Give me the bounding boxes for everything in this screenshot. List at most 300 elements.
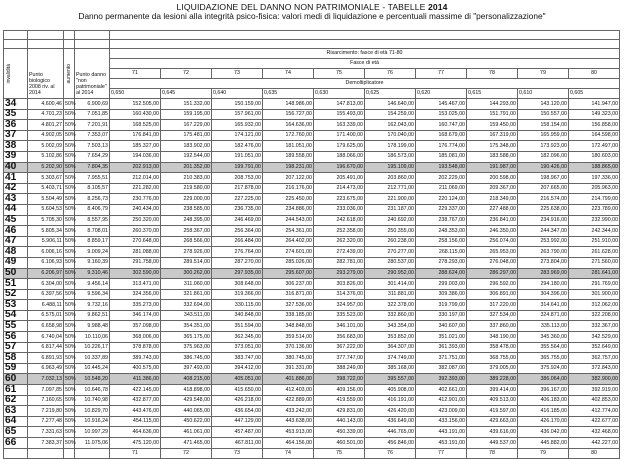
col-header-punto-biologico: Punto biologico 2008 riv. al 2014 xyxy=(28,49,64,99)
table-row xyxy=(4,332,620,343)
value-cell: 174.121,00 xyxy=(212,130,263,141)
value-cell: 182.476,00 xyxy=(212,141,263,152)
punto-biologico-cell: 5.102,86 xyxy=(28,151,64,162)
footer-age-cell: 80 xyxy=(569,448,620,458)
invalidity-cell: 62 xyxy=(4,395,28,406)
value-cell: 192.544,00 xyxy=(161,151,212,162)
value-cell: 221.282,00 xyxy=(110,183,161,194)
value-cell: 449.537,00 xyxy=(467,438,518,449)
punto-biologico-cell: 5.705,30 xyxy=(28,215,64,226)
value-cell: 181.051,00 xyxy=(263,141,314,152)
value-cell: 164.636,00 xyxy=(263,120,314,131)
invalidity-cell: 55 xyxy=(4,321,28,332)
punto-biologico-cell: 5.906,11 xyxy=(28,236,64,247)
value-cell: 412.901,00 xyxy=(416,395,467,406)
invalidity-cell: 58 xyxy=(4,353,28,364)
value-cell: 168.525,00 xyxy=(110,120,161,131)
footer-age-cell: 73 xyxy=(212,448,263,458)
punto-danno-cell: 7.654,29 xyxy=(75,151,110,162)
value-cell: 151.332,00 xyxy=(161,99,212,110)
value-cell: 250.355,00 xyxy=(365,226,416,237)
table-row xyxy=(4,438,620,449)
value-cell: 364.307,00 xyxy=(365,342,416,353)
punto-danno-cell: 10.740,98 xyxy=(75,395,110,406)
col-header-invalidita: invalidità xyxy=(4,49,28,99)
value-cell: 308.648,00 xyxy=(212,279,263,290)
table-row xyxy=(4,300,620,311)
aumento-cell: 50% xyxy=(64,363,75,374)
value-cell: 198.231,00 xyxy=(263,162,314,173)
punto-biologico-cell: 4.801,27 xyxy=(28,120,64,131)
value-cell: 264.402,00 xyxy=(263,236,314,247)
value-cell: 301.414,00 xyxy=(365,279,416,290)
punto-danno-cell: 10.646,78 xyxy=(75,385,110,396)
value-cell: 141.947,00 xyxy=(569,99,620,110)
value-cell: 179.625,00 xyxy=(314,141,365,152)
value-cell: 389.743,00 xyxy=(110,353,161,364)
value-cell: 294.180,00 xyxy=(518,279,569,290)
value-cell: 225.638,00 xyxy=(518,204,569,215)
table-row xyxy=(4,99,620,110)
table-body xyxy=(4,31,620,459)
invalidity-cell: 63 xyxy=(4,406,28,417)
punto-danno-cell: 7.201,91 xyxy=(75,120,110,131)
punto-biologico-cell: 7.383,37 xyxy=(28,438,64,449)
value-cell: 409.156,00 xyxy=(314,385,365,396)
aumento-cell: 50% xyxy=(64,342,75,353)
value-cell: 361.393,00 xyxy=(416,342,467,353)
value-cell: 383.747,00 xyxy=(212,353,263,364)
value-cell: 399.414,00 xyxy=(467,385,518,396)
punto-danno-cell: 10.226,17 xyxy=(75,342,110,353)
punto-danno-cell: 10.916,24 xyxy=(75,416,110,427)
value-cell: 248.395,00 xyxy=(161,215,212,226)
value-cell: 362.345,00 xyxy=(212,332,263,343)
value-cell: 296.592,00 xyxy=(467,279,518,290)
value-cell: 252.358,00 xyxy=(314,226,365,237)
punto-biologico-cell: 6.740,04 xyxy=(28,332,64,343)
value-cell: 248.353,00 xyxy=(416,226,467,237)
aumento-cell: 50% xyxy=(64,332,75,343)
value-cell: 419.597,00 xyxy=(467,406,518,417)
value-cell: 189.558,00 xyxy=(263,151,314,162)
value-cell: 348.848,00 xyxy=(263,321,314,332)
value-cell: 306.237,00 xyxy=(263,279,314,290)
value-cell: 447.129,00 xyxy=(212,416,263,427)
aumento-cell: 50% xyxy=(64,374,75,385)
value-cell: 426.170,00 xyxy=(518,416,569,427)
value-cell: 159.450,00 xyxy=(467,120,518,131)
age-header-cell: 73 xyxy=(212,69,263,79)
value-cell: 211.069,00 xyxy=(416,183,467,194)
value-cell: 338.185,00 xyxy=(263,310,314,321)
value-cell: 251.910,00 xyxy=(569,236,620,247)
value-cell: 205.963,00 xyxy=(569,183,620,194)
value-cell: 297.935,00 xyxy=(212,268,263,279)
value-cell: 398.722,00 xyxy=(314,374,365,385)
value-cell: 422.145,00 xyxy=(110,385,161,396)
value-cell: 289.514,00 xyxy=(161,257,212,268)
aumento-cell: 50% xyxy=(64,173,75,184)
value-cell: 302.590,00 xyxy=(110,268,161,279)
value-cell: 397.493,00 xyxy=(161,363,212,374)
value-cell: 357.098,00 xyxy=(110,321,161,332)
value-cell: 219.580,00 xyxy=(161,183,212,194)
value-cell: 233.036,00 xyxy=(314,204,365,215)
value-cell: 281.088,00 xyxy=(110,247,161,258)
value-cell: 416.185,00 xyxy=(518,406,569,417)
value-cell: 280.537,00 xyxy=(365,257,416,268)
aumento-cell: 50% xyxy=(64,427,75,438)
value-cell: 190.426,00 xyxy=(518,162,569,173)
value-cell: 278.293,00 xyxy=(416,257,467,268)
value-cell: 170.040,00 xyxy=(365,130,416,141)
punto-danno-cell: 9.732,16 xyxy=(75,300,110,311)
value-cell: 180.603,00 xyxy=(569,151,620,162)
value-cell: 191.051,00 xyxy=(212,151,263,162)
value-cell: 173.923,00 xyxy=(518,141,569,152)
punto-danno-cell: 10.829,70 xyxy=(75,406,110,417)
punto-biologico-cell: 4.701,23 xyxy=(28,109,64,120)
punto-danno-cell: 10.548,20 xyxy=(75,374,110,385)
coefficient-cell: 0,630 xyxy=(314,89,365,99)
value-cell: 306.891,00 xyxy=(467,289,518,300)
value-cell: 402.853,00 xyxy=(569,395,620,406)
value-cell: 176.841,00 xyxy=(110,130,161,141)
value-cell: 365.175,00 xyxy=(161,332,212,343)
value-cell: 446.765,00 xyxy=(365,427,416,438)
value-cell: 429.831,00 xyxy=(314,406,365,417)
value-cell: 440.065,00 xyxy=(161,406,212,417)
value-cell: 401.886,00 xyxy=(263,374,314,385)
footer-blank-cell xyxy=(4,448,28,458)
col-header-punto-danno: Punto danno "non patrimoniale" al 2014 xyxy=(75,49,110,99)
value-cell: 391.331,00 xyxy=(263,363,314,374)
invalidity-cell: 35 xyxy=(4,109,28,120)
value-cell: 405.908,00 xyxy=(365,385,416,396)
value-cell: 293.279,00 xyxy=(314,268,365,279)
value-cell: 355.564,00 xyxy=(518,342,569,353)
table-row xyxy=(4,141,620,152)
table-row xyxy=(4,194,620,205)
punto-danno-cell: 9.310,46 xyxy=(75,268,110,279)
value-cell: 426.218,00 xyxy=(212,395,263,406)
invalidity-cell: 60 xyxy=(4,374,28,385)
aumento-cell: 50% xyxy=(64,257,75,268)
value-cell: 240.692,00 xyxy=(365,215,416,226)
value-cell: 290.952,00 xyxy=(365,268,416,279)
value-cell: 436.654,00 xyxy=(212,406,263,417)
punto-biologico-cell: 7.331,63 xyxy=(28,427,64,438)
punto-danno-cell: 7.804,35 xyxy=(75,162,110,173)
age-header-cell: 80 xyxy=(569,69,620,79)
value-cell: 432.877,00 xyxy=(110,395,161,406)
value-cell: 450.339,00 xyxy=(314,427,365,438)
coefficient-cell: 0,615 xyxy=(467,89,518,99)
aumento-cell: 50% xyxy=(64,353,75,364)
value-cell: 194.036,00 xyxy=(110,151,161,162)
punto-danno-cell: 10.337,89 xyxy=(75,353,110,364)
value-cell: 163.339,00 xyxy=(314,120,365,131)
punto-danno-cell: 9.988,48 xyxy=(75,321,110,332)
value-cell: 216.574,00 xyxy=(518,194,569,205)
value-cell: 332.694,00 xyxy=(161,300,212,311)
value-cell: 311.881,00 xyxy=(365,289,416,300)
value-cell: 291.758,00 xyxy=(110,257,161,268)
coefficient-cell: 0,650 xyxy=(110,89,161,99)
age-header-cell: 72 xyxy=(161,69,212,79)
aumento-cell: 50% xyxy=(64,289,75,300)
aumento-cell: 50% xyxy=(64,385,75,396)
value-cell: 236.841,00 xyxy=(467,215,518,226)
value-cell: 271.560,00 xyxy=(569,257,620,268)
aumento-cell: 50% xyxy=(64,300,75,311)
value-cell: 362.757,00 xyxy=(569,353,620,364)
header-row-risarcimento xyxy=(4,49,620,59)
value-cell: 191.987,00 xyxy=(467,162,518,173)
value-cell: 286.297,00 xyxy=(467,268,518,279)
value-cell: 188.865,00 xyxy=(569,162,620,173)
value-cell: 165.932,00 xyxy=(212,120,263,131)
value-cell: 412.774,00 xyxy=(569,406,620,417)
punto-danno-cell: 6.900,69 xyxy=(75,99,110,110)
invalidity-cell: 64 xyxy=(4,416,28,427)
invalidity-cell: 38 xyxy=(4,141,28,152)
value-cell: 395.557,00 xyxy=(365,374,416,385)
value-cell: 392.919,00 xyxy=(569,385,620,396)
value-cell: 335.273,00 xyxy=(110,300,161,311)
value-cell: 371.751,00 xyxy=(416,353,467,364)
value-cell: 175.481,00 xyxy=(161,130,212,141)
punto-biologico-cell: 6.006,16 xyxy=(28,247,64,258)
value-cell: 244.543,00 xyxy=(263,215,314,226)
value-cell: 419.559,00 xyxy=(314,395,365,406)
punto-biologico-cell: 6.397,56 xyxy=(28,289,64,300)
age-header-cell: 76 xyxy=(365,69,416,79)
table-row xyxy=(4,247,620,258)
aumento-cell: 50% xyxy=(64,183,75,194)
value-cell: 158.154,00 xyxy=(518,120,569,131)
table-row xyxy=(4,151,620,162)
value-cell: 423.009,00 xyxy=(416,406,467,417)
invalidity-cell: 47 xyxy=(4,236,28,247)
value-cell: 433.156,00 xyxy=(416,416,467,427)
value-cell: 304.396,00 xyxy=(518,289,569,300)
value-cell: 288.624,00 xyxy=(416,268,467,279)
table-row xyxy=(4,353,620,364)
punto-danno-cell: 7.353,07 xyxy=(75,130,110,141)
aumento-cell: 50% xyxy=(64,321,75,332)
footer-blank-cell xyxy=(64,448,75,458)
punto-danno-cell: 8.256,73 xyxy=(75,194,110,205)
value-cell: 225.450,00 xyxy=(263,194,314,205)
value-cell: 258.156,00 xyxy=(416,236,467,247)
value-cell: 471.465,00 xyxy=(161,438,212,449)
punto-biologico-cell: 5.403,71 xyxy=(28,183,64,194)
table-row xyxy=(4,173,620,184)
value-cell: 400.575,00 xyxy=(110,363,161,374)
value-cell: 238.585,00 xyxy=(161,204,212,215)
value-cell: 440.143,00 xyxy=(314,416,365,427)
aumento-cell: 50% xyxy=(64,310,75,321)
value-cell: 176.774,00 xyxy=(416,141,467,152)
value-cell: 156.727,00 xyxy=(263,109,314,120)
value-cell: 327.536,00 xyxy=(263,300,314,311)
value-cell: 327.534,00 xyxy=(467,310,518,321)
value-cell: 265.953,00 xyxy=(467,247,518,258)
value-cell: 223.675,00 xyxy=(314,194,365,205)
value-cell: 443.476,00 xyxy=(110,406,161,417)
value-cell: 436.042,00 xyxy=(518,427,569,438)
punto-biologico-cell: 7.219,80 xyxy=(28,406,64,417)
invalidity-cell: 37 xyxy=(4,130,28,141)
table-row xyxy=(4,374,620,385)
invalidity-cell: 45 xyxy=(4,215,28,226)
value-cell: 412.403,00 xyxy=(263,385,314,396)
value-cell: 250.320,00 xyxy=(110,215,161,226)
value-cell: 178.199,00 xyxy=(365,141,416,152)
value-cell: 221.900,00 xyxy=(365,194,416,205)
footer-age-cell: 79 xyxy=(518,448,569,458)
value-cell: 461.061,00 xyxy=(161,427,212,438)
value-cell: 343.511,00 xyxy=(161,310,212,321)
value-cell: 209.367,00 xyxy=(467,183,518,194)
value-cell: 202.913,00 xyxy=(110,162,161,173)
value-cell: 234.886,00 xyxy=(263,204,314,215)
value-cell: 283.969,00 xyxy=(518,268,569,279)
value-cell: 416.191,00 xyxy=(365,395,416,406)
value-cell: 273.804,00 xyxy=(518,257,569,268)
value-cell: 207.122,00 xyxy=(263,173,314,184)
age-header-cell: 74 xyxy=(263,69,314,79)
coefficient-cell: 0,620 xyxy=(416,89,467,99)
value-cell: 276.048,00 xyxy=(467,257,518,268)
value-cell: 348.190,00 xyxy=(467,332,518,343)
value-cell: 230.776,00 xyxy=(110,194,161,205)
value-cell: 207.665,00 xyxy=(518,183,569,194)
value-cell: 220.124,00 xyxy=(416,194,467,205)
value-cell: 282.781,00 xyxy=(314,257,365,268)
value-cell: 147.813,00 xyxy=(314,99,365,110)
aumento-cell: 50% xyxy=(64,406,75,417)
punto-danno-cell: 10.997,29 xyxy=(75,427,110,438)
punto-biologico-cell: 6.963,49 xyxy=(28,363,64,374)
table-row xyxy=(4,416,620,427)
value-cell: 316.871,00 xyxy=(263,289,314,300)
liquidation-table xyxy=(3,30,620,459)
value-cell: 246.469,00 xyxy=(212,215,263,226)
value-cell: 236.735,00 xyxy=(212,204,263,215)
value-cell: 379.005,00 xyxy=(467,363,518,374)
value-cell: 223.789,00 xyxy=(569,204,620,215)
value-cell: 260.370,00 xyxy=(110,226,161,237)
invalidity-cell: 36 xyxy=(4,120,28,131)
age-header-cell: 78 xyxy=(467,69,518,79)
value-cell: 402.661,00 xyxy=(416,385,467,396)
value-cell: 358.478,00 xyxy=(467,342,518,353)
value-cell: 199.791,00 xyxy=(212,162,263,173)
punto-biologico-cell: 5.604,53 xyxy=(28,204,64,215)
table-row xyxy=(4,183,620,194)
value-cell: 443.191,00 xyxy=(416,427,467,438)
table-row xyxy=(4,289,620,300)
value-cell: 183.588,00 xyxy=(467,151,518,162)
value-cell: 151.791,00 xyxy=(467,109,518,120)
table-row xyxy=(4,427,620,438)
value-cell: 354.351,00 xyxy=(161,321,212,332)
value-cell: 330.115,00 xyxy=(212,300,263,311)
value-cell: 475.120,00 xyxy=(110,438,161,449)
value-cell: 314.641,00 xyxy=(518,300,569,311)
value-cell: 186.573,00 xyxy=(365,151,416,162)
value-cell: 229.000,00 xyxy=(161,194,212,205)
value-cell: 157.961,00 xyxy=(212,109,263,120)
value-cell: 185.327,00 xyxy=(110,141,161,152)
punto-biologico-cell: 4.902,05 xyxy=(28,130,64,141)
value-cell: 372.843,00 xyxy=(569,363,620,374)
value-cell: 464.636,00 xyxy=(110,427,161,438)
footer-row xyxy=(4,448,620,458)
value-cell: 337.860,00 xyxy=(467,321,518,332)
punto-biologico-cell: 7.097,85 xyxy=(28,385,64,396)
punto-danno-cell: 9.009,24 xyxy=(75,247,110,258)
value-cell: 216.176,00 xyxy=(263,183,314,194)
value-cell: 150.159,00 xyxy=(212,99,263,110)
value-cell: 155.493,00 xyxy=(314,109,365,120)
value-cell: 160.747,00 xyxy=(416,120,467,131)
value-cell: 460.501,00 xyxy=(314,438,365,449)
value-cell: 429.663,00 xyxy=(467,416,518,427)
coefficient-cell: 0,625 xyxy=(365,89,416,99)
value-cell: 262.320,00 xyxy=(314,236,365,247)
table-row xyxy=(4,395,620,406)
title-text: LIQUIDAZIONE DEL DANNO NON PATRIMONIALE - TABELLE xyxy=(176,2,426,12)
footer-age-cell: 75 xyxy=(314,448,365,458)
punto-biologico-cell: 4.600,46 xyxy=(28,99,64,110)
invalidity-cell: 49 xyxy=(4,257,28,268)
value-cell: 324.871,00 xyxy=(518,310,569,321)
table-row xyxy=(4,130,620,141)
punto-danno-cell: 7.955,51 xyxy=(75,173,110,184)
value-cell: 340.607,00 xyxy=(416,321,467,332)
value-cell: 314.376,00 xyxy=(314,289,365,300)
value-cell: 386.064,00 xyxy=(518,374,569,385)
age-header-cell: 71 xyxy=(110,69,161,79)
value-cell: 352.649,00 xyxy=(569,342,620,353)
value-cell: 242.618,00 xyxy=(314,215,365,226)
punto-biologico-cell: 5.002,09 xyxy=(28,141,64,152)
value-cell: 240.434,00 xyxy=(110,204,161,215)
value-cell: 319.366,00 xyxy=(212,289,263,300)
value-cell: 295.607,00 xyxy=(263,268,314,279)
aumento-cell: 50% xyxy=(64,151,75,162)
invalidity-cell: 56 xyxy=(4,332,28,343)
invalidity-cell: 44 xyxy=(4,204,28,215)
value-cell: 270.277,00 xyxy=(365,247,416,258)
header-demoltiplicatore: Demoltiplicatore xyxy=(110,79,620,89)
value-cell: 467.811,00 xyxy=(212,438,263,449)
value-cell: 396.167,00 xyxy=(518,385,569,396)
value-cell: 368.755,00 xyxy=(467,353,518,364)
punto-danno-cell: 9.456,14 xyxy=(75,279,110,290)
aumento-cell: 50% xyxy=(64,215,75,226)
value-cell: 152.505,00 xyxy=(110,99,161,110)
value-cell: 182.096,00 xyxy=(518,151,569,162)
footer-age-cell: 76 xyxy=(365,448,416,458)
value-cell: 274.601,00 xyxy=(263,247,314,258)
value-cell: 415.650,00 xyxy=(212,385,263,396)
value-cell: 426.420,00 xyxy=(365,406,416,417)
